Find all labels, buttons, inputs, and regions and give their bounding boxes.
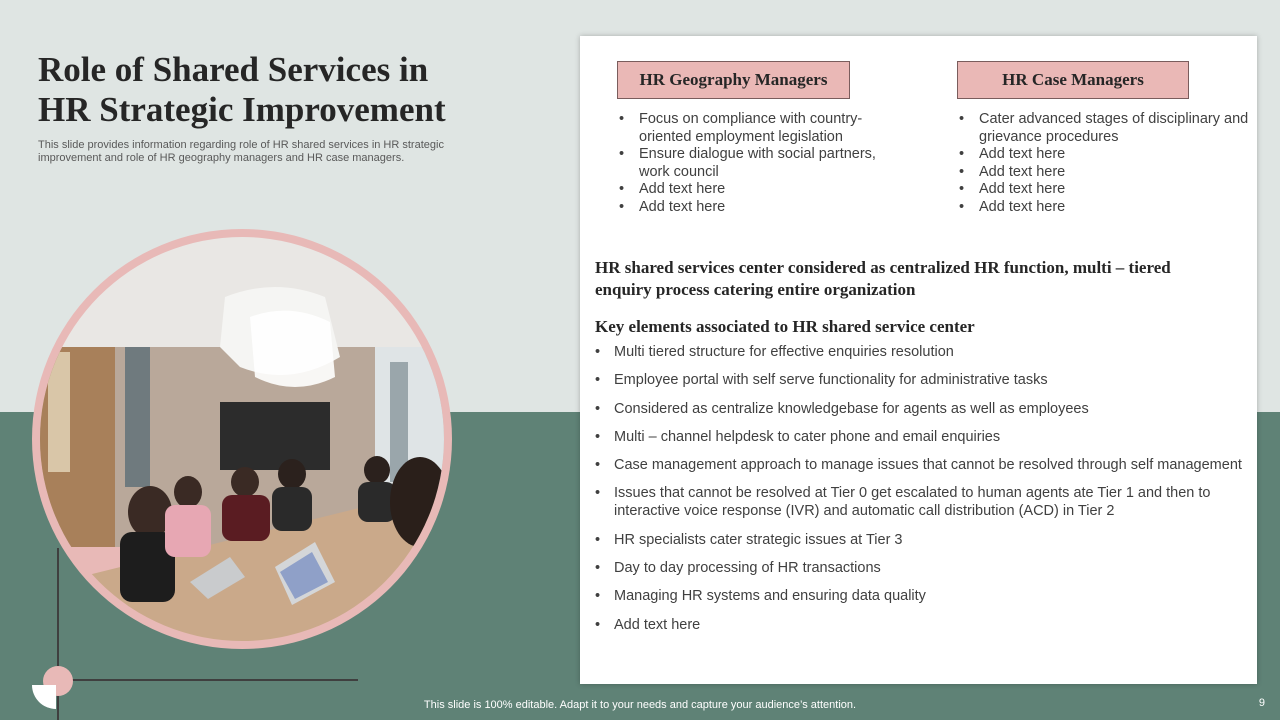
key-element-item: • Case management approach to manage issues that cannot be resolved through self management (614, 456, 1254, 474)
key-element-item: • Add text here (614, 616, 1254, 634)
key-element-item: • Managing HR systems and ensuring data quality (614, 587, 1254, 605)
meeting-photo (40, 237, 444, 641)
key-element-item: • HR specialists cater strategic issues at Tier 3 (614, 531, 1254, 549)
case-item: • Add text here (979, 181, 1249, 199)
hr-geography-managers-tag: HR Geography Managers (617, 61, 850, 99)
slide-title (38, 50, 558, 130)
key-element-item: • Multi – channel helpdesk to cater phone and email enquiries (614, 428, 1254, 446)
case-list (957, 111, 1249, 217)
decor-horizontal-line (57, 679, 358, 681)
key-element-item: • Employee portal with self serve functionality for administrative tasks (614, 371, 1254, 389)
key-element-item: • Multi tiered structure for effective enquiries resolution (614, 343, 1254, 361)
slide-title-line2: HR Strategic Improvement (38, 90, 446, 129)
geography-item: • Add text here (639, 199, 894, 217)
content-card (580, 36, 1257, 684)
geography-list (617, 111, 894, 217)
page-number: 9 (1258, 697, 1265, 709)
slide-title-line1: Role of Shared Services in (38, 50, 429, 89)
geography-item: • Ensure dialogue with social partners, work council (639, 146, 894, 181)
case-item: • Add text here (979, 164, 1249, 182)
center-headline: HR shared services center considered as centralized HR function, multi – tiered enquiry process catering entire organization (595, 258, 1171, 299)
geography-item: • Focus on compliance with country-oriented employment legislation (639, 111, 894, 146)
case-item: • Cater advanced stages of disciplinary and grievance procedures (979, 111, 1249, 146)
key-elements-heading: Key elements associated to HR shared service center (595, 317, 975, 336)
geography-item: • Add text here (639, 181, 894, 199)
meeting-photo-image (40, 237, 444, 641)
hr-case-managers-tag: HR Case Managers (957, 61, 1189, 99)
slide-subtitle: This slide provides information regarding role of HR shared services in HR strategic improvement and role of HR geography managers and HR case managers. (38, 139, 444, 164)
case-item: • Add text here (979, 199, 1249, 217)
case-item: • Add text here (979, 146, 1249, 164)
key-element-item: • Day to day processing of HR transactions (614, 559, 1254, 577)
key-element-item: • Considered as centralize knowledgebase for agents as well as employees (614, 400, 1254, 418)
footer-note: This slide is 100% editable. Adapt it to your needs and capture your audience’s attention. (423, 699, 857, 711)
key-elements-list (594, 343, 1254, 644)
key-element-item: • Issues that cannot be resolved at Tier 0 get escalated to human agents ate Tier 1 and then to interactive voice response (IVR) and automatic call distribution (ACD) in Tier 2 (614, 484, 1254, 520)
